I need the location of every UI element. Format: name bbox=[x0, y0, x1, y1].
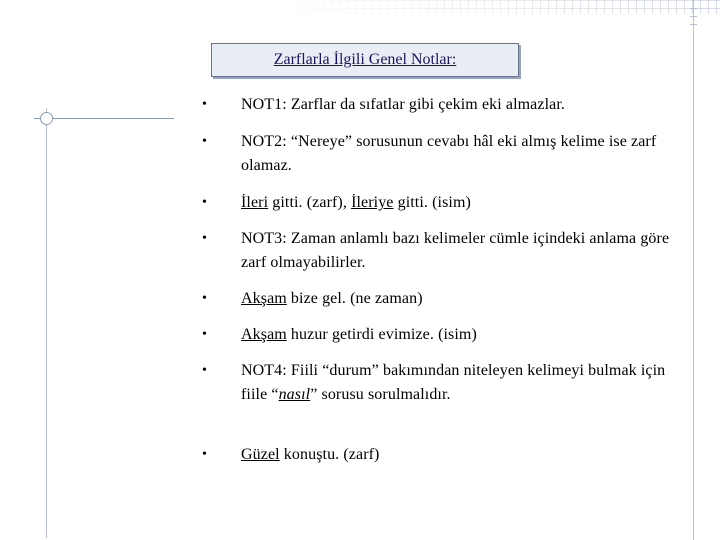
list-item bbox=[200, 191, 690, 215]
list-item-text: NOT4: Fiili “durum” bakımından niteleyen kelimeyi bulmak için fiile “nasıl” sorusu sorulmalıdır. bbox=[241, 362, 666, 403]
list-item-text: İleri gitti. (zarf), İleriye gitti. (isim) bbox=[241, 194, 471, 211]
decorative-tick bbox=[690, 24, 697, 25]
decorative-tick bbox=[690, 8, 697, 9]
list-item-text: NOT2: “Nereye” sorusunun cevabı hâl eki almış kelime ise zarf olamaz. bbox=[241, 133, 657, 174]
list-item bbox=[200, 287, 690, 311]
list-item-text: NOT1: Zarflar da sıfatlar gibi çekim eki almazlar. bbox=[241, 96, 565, 113]
list-item-text: NOT3: Zaman anlamlı bazı kelimeler cümle içindeki anlama göre zarf olmayabilirler. bbox=[241, 230, 670, 271]
bullet-icon: • bbox=[202, 97, 207, 112]
decorative-left-line bbox=[46, 108, 47, 538]
decorative-grid bbox=[260, 0, 720, 14]
list-item bbox=[200, 323, 690, 347]
bullet-icon: • bbox=[202, 291, 207, 306]
decorative-circle bbox=[40, 112, 53, 125]
list-item bbox=[200, 359, 690, 407]
decorative-vertical-line bbox=[693, 0, 694, 540]
list-item-text: Akşam bize gel. (ne zaman) bbox=[241, 290, 423, 307]
list-item-text: Güzel konuştu. (zarf) bbox=[241, 446, 380, 463]
bullet-icon: • bbox=[202, 195, 207, 210]
slide-title: Zarflarla İlgili Genel Notlar: bbox=[273, 51, 457, 68]
bullet-icon: • bbox=[202, 327, 207, 342]
bullet-icon: • bbox=[202, 447, 207, 462]
list-item bbox=[200, 130, 690, 178]
list-item bbox=[200, 443, 690, 467]
decorative-horizontal-line bbox=[34, 118, 174, 119]
list-item-text: Akşam huzur getirdi evimize. (isim) bbox=[241, 326, 477, 343]
bullet-icon: • bbox=[202, 231, 207, 246]
slide-title-box bbox=[211, 43, 519, 77]
bullet-icon: • bbox=[202, 363, 207, 378]
bullet-icon: • bbox=[202, 134, 207, 149]
list-item bbox=[200, 93, 690, 117]
list-item bbox=[200, 227, 690, 275]
decorative-tick bbox=[690, 16, 697, 17]
